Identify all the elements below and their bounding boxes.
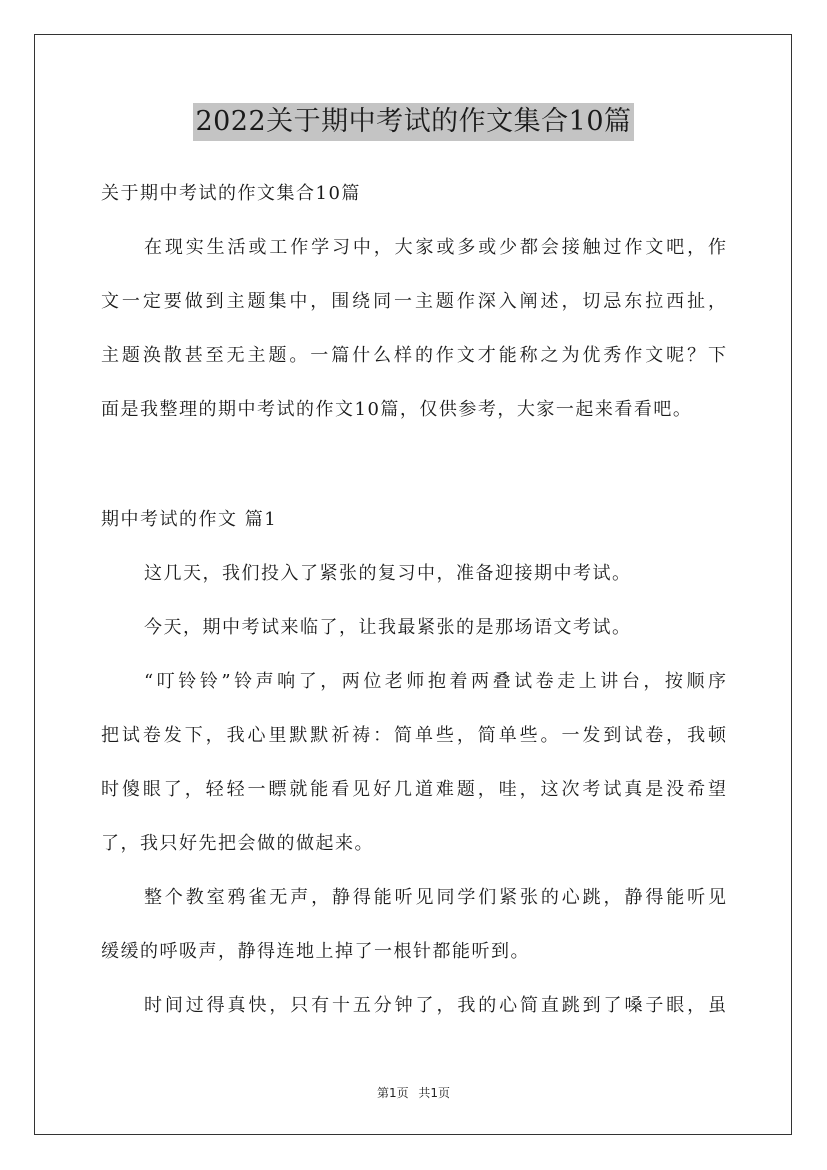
body-line: “叮铃铃”铃声响了，两位老师抱着两叠试卷走上讲台，按顺序 [144,671,726,692]
document-title [0,103,827,141]
body-line: 了，我只好先把会做的做起来。 [101,833,374,854]
page-footer [0,1085,827,1101]
document-title-text: 2022关于期中考试的作文集合10篇 [193,103,633,141]
intro-line: 文一定要做到主题集中，围绕同一主题作深入阐述，切忌东拉西扯， [101,291,726,312]
intro-line: 面是我整理的期中考试的作文10篇，仅供参考，大家一起来看看吧。 [101,399,693,420]
intro-line: 在现实生活或工作学习中，大家或多或少都会接触过作文吧，作 [144,237,726,258]
document-subtitle: 关于期中考试的作文集合10篇 [101,183,361,204]
body-line: 整个教室鸦雀无声，静得能听见同学们紧张的心跳，静得能听见 [144,887,726,908]
body-line: 今天，期中考试来临了，让我最紧张的是那场语文考试。 [144,617,632,638]
section-heading: 期中考试的作文 篇1 [101,509,278,530]
body-line: 缓缓的呼吸声，静得连地上掉了一根针都能听到。 [101,941,530,962]
intro-line: 主题涣散甚至无主题。一篇什么样的作文才能称之为优秀作文呢？下 [101,345,726,366]
body-line: 这几天，我们投入了紧张的复习中，准备迎接期中考试。 [144,563,632,584]
page-number-current: 第1页 [376,1086,409,1100]
page-number-total: 共1页 [418,1086,451,1100]
body-line: 把试卷发下，我心里默默祈祷：简单些，简单些。一发到试卷，我顿 [101,725,726,746]
body-line: 时间过得真快，只有十五分钟了，我的心简直跳到了嗓子眼，虽 [144,995,726,1016]
body-line: 时傻眼了，轻轻一瞟就能看见好几道难题，哇，这次考试真是没希望 [101,779,726,800]
